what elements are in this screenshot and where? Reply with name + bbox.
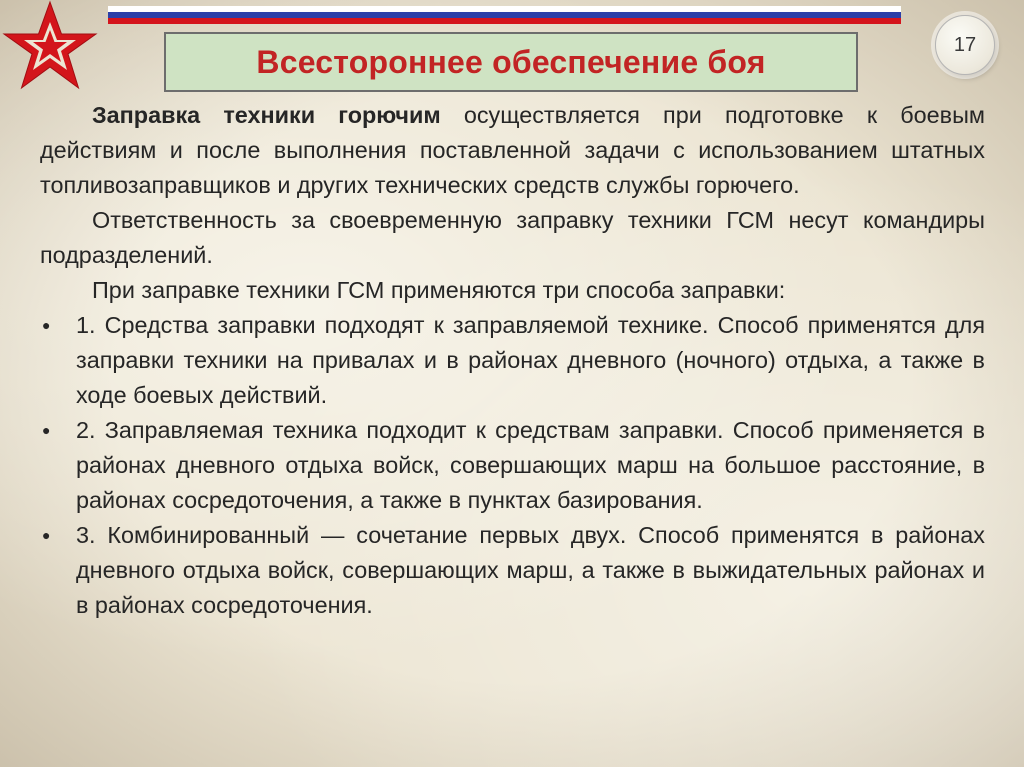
list-item-text: 1. Средства заправки подходят к заправляемой технике. Способ применятся для заправки техники на привалах и в районах дневного (ночного) отдыха, а также в ходе боевых действий. [76, 312, 985, 408]
bullet-icon: ● [42, 317, 51, 333]
list-item [40, 308, 985, 413]
list-item-text: 2. Заправляемая техника подходит к средствам заправки. Способ применяется в районах дневного отдыха войск, совершающих марш на большое расстояние, в районах сосредоточения, а также в пунктах базирования. [76, 417, 985, 513]
paragraph-refueling [40, 98, 985, 203]
paragraph-refueling-bold: Заправка техники горючим [92, 102, 441, 128]
paragraph-methods-intro: При заправке техники ГСМ применяются три способа заправки: [92, 277, 786, 303]
flag-stripe-red [108, 18, 901, 24]
slide-body [40, 98, 985, 623]
bullet-icon: ● [42, 527, 51, 543]
methods-list [40, 308, 985, 623]
page-number: 17 [953, 33, 977, 56]
bullet-icon: ● [42, 422, 51, 438]
list-item-text: 3. Комбинированный — сочетание первых двух. Способ применятся в районах дневного отдыха войск, совершающих марш, а также в выжидательных районах и в районах сосредоточения. [76, 522, 985, 618]
page-number-badge [935, 15, 995, 75]
paragraph-responsibility: Ответственность за своевременную заправку техники ГСМ несут командиры подразделений. [40, 207, 985, 268]
title-box [164, 32, 858, 92]
flag-stripes [108, 6, 901, 24]
list-item [40, 413, 985, 518]
list-item [40, 518, 985, 623]
slide-title: Всестороннее обеспечение боя [256, 43, 766, 80]
paragraph-refueling-text: осуществляется при подготовке к боевым действиям и после выполнения поставленной задачи с использованием штатных топливозаправщиков и других технических средств службы горючего. [40, 102, 985, 198]
red-star-icon [0, 0, 100, 92]
